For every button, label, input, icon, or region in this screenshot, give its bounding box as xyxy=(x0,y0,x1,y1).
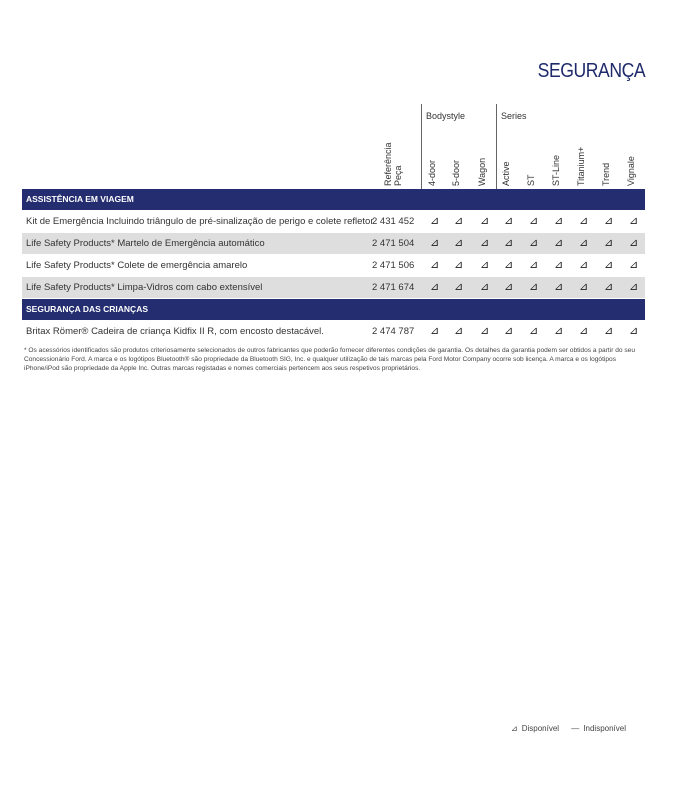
available-icon: ⊿ xyxy=(480,259,490,271)
section-title: ASSISTÊNCIA EM VIAGEM xyxy=(26,194,134,204)
available-icon: ⊿ xyxy=(504,215,514,227)
available-icon: ⊿ xyxy=(511,724,518,733)
available-icon: ⊿ xyxy=(554,215,564,227)
column-header-peca: Peça xyxy=(393,165,403,186)
column-header-wagon: Wagon xyxy=(477,157,487,186)
available-icon: ⊿ xyxy=(579,259,589,271)
available-icon: ⊿ xyxy=(504,281,514,293)
section-header xyxy=(22,299,645,320)
page-title: SEGURANÇA xyxy=(537,60,645,82)
available-icon: ⊿ xyxy=(454,325,464,337)
column-header-active: Active xyxy=(501,161,511,186)
footnote: * Os acessórios identificados são produtos criteriosamente selecionados de outros fabricantes que poderão fornecer diferentes condições de garantia. Os detalhes da garantia podem ser obtidos a partir do seu Concessionário Ford. A marca e os logótipos Bluetooth® são propriedade da Bluetooth SIG, Inc. e qualquer utilização de tais marcas pela Ford Motor Company ocorre sob licença. A marca e os logótipos iPhone/iPod são propriedade da Apple Inc. Outras marcas registadas e nomes comerciais pertencem aos seus respetivos proprietários. xyxy=(24,347,636,372)
item-label: Britax Römer® Cadeira de criança Kidfix II R, com encosto destacável. xyxy=(26,326,324,337)
available-icon: ⊿ xyxy=(480,281,490,293)
available-icon: ⊿ xyxy=(629,215,639,227)
available-icon: ⊿ xyxy=(629,237,639,249)
available-icon: ⊿ xyxy=(480,325,490,337)
available-icon: ⊿ xyxy=(454,259,464,271)
legend-available: Disponível xyxy=(521,724,560,733)
section-title: SEGURANÇA DAS CRIANÇAS xyxy=(26,304,148,314)
available-icon: ⊿ xyxy=(480,237,490,249)
column-header-referencia: Referência xyxy=(383,142,393,186)
item-label: Life Safety Products* Colete de emergência amarelo xyxy=(26,260,248,271)
column-header-4-door: 4-door xyxy=(427,159,437,186)
available-icon: ⊿ xyxy=(554,237,564,249)
available-icon: ⊿ xyxy=(554,325,564,337)
available-icon: ⊿ xyxy=(579,281,589,293)
group-bodystyle: Bodystyle xyxy=(426,111,466,121)
legend-unavailable: Indisponível xyxy=(583,724,626,733)
section-header xyxy=(22,189,645,210)
available-icon: ⊿ xyxy=(579,325,589,337)
available-icon: ⊿ xyxy=(604,237,614,249)
available-icon: ⊿ xyxy=(604,259,614,271)
group-series: Series xyxy=(501,111,527,121)
available-icon: ⊿ xyxy=(554,281,564,293)
column-header-vignale: Vignale xyxy=(626,156,636,186)
table-row xyxy=(22,277,645,298)
part-number: 2 471 674 xyxy=(372,282,415,293)
available-icon: ⊿ xyxy=(604,215,614,227)
column-header-st: ST xyxy=(526,174,536,186)
part-number: 2 471 504 xyxy=(372,238,415,249)
column-header-titanium-: Titanium+ xyxy=(576,146,586,186)
available-icon: ⊿ xyxy=(504,325,514,337)
divider xyxy=(496,104,497,189)
available-icon: ⊿ xyxy=(454,237,464,249)
unavailable-icon: — xyxy=(571,724,580,733)
available-icon: ⊿ xyxy=(480,215,490,227)
available-icon: ⊿ xyxy=(430,215,440,227)
column-header-st-line: ST-Line xyxy=(551,154,561,186)
available-icon: ⊿ xyxy=(629,259,639,271)
available-icon: ⊿ xyxy=(604,325,614,337)
available-icon: ⊿ xyxy=(430,325,440,337)
part-number: 2 474 787 xyxy=(372,326,415,337)
available-icon: ⊿ xyxy=(529,325,539,337)
table-row xyxy=(22,255,645,276)
table-row xyxy=(22,233,645,254)
item-label: Life Safety Products* Limpa-Vidros com cabo extensível xyxy=(26,282,263,293)
legend xyxy=(511,724,630,733)
available-icon: ⊿ xyxy=(430,281,440,293)
available-icon: ⊿ xyxy=(529,215,539,227)
available-icon: ⊿ xyxy=(529,237,539,249)
available-icon: ⊿ xyxy=(454,215,464,227)
available-icon: ⊿ xyxy=(554,259,564,271)
available-icon: ⊿ xyxy=(430,259,440,271)
part-number: 2 431 452 xyxy=(372,216,415,227)
available-icon: ⊿ xyxy=(430,237,440,249)
table-row xyxy=(22,211,645,232)
available-icon: ⊿ xyxy=(504,259,514,271)
divider xyxy=(421,104,422,189)
available-icon: ⊿ xyxy=(529,259,539,271)
item-label: Life Safety Products* Martelo de Emergência automático xyxy=(26,238,265,249)
available-icon: ⊿ xyxy=(504,237,514,249)
available-icon: ⊿ xyxy=(579,215,589,227)
table-row xyxy=(22,321,645,342)
available-icon: ⊿ xyxy=(529,281,539,293)
part-number: 2 471 506 xyxy=(372,260,415,271)
available-icon: ⊿ xyxy=(579,237,589,249)
available-icon: ⊿ xyxy=(629,281,639,293)
item-label: Kit de Emergência Incluindo triângulo de pré-sinalização de perigo e colete refletor xyxy=(26,216,374,227)
available-icon: ⊿ xyxy=(454,281,464,293)
column-header-trend: Trend xyxy=(601,162,611,186)
column-header-5-door: 5-door xyxy=(451,159,461,186)
available-icon: ⊿ xyxy=(604,281,614,293)
available-icon: ⊿ xyxy=(629,325,639,337)
